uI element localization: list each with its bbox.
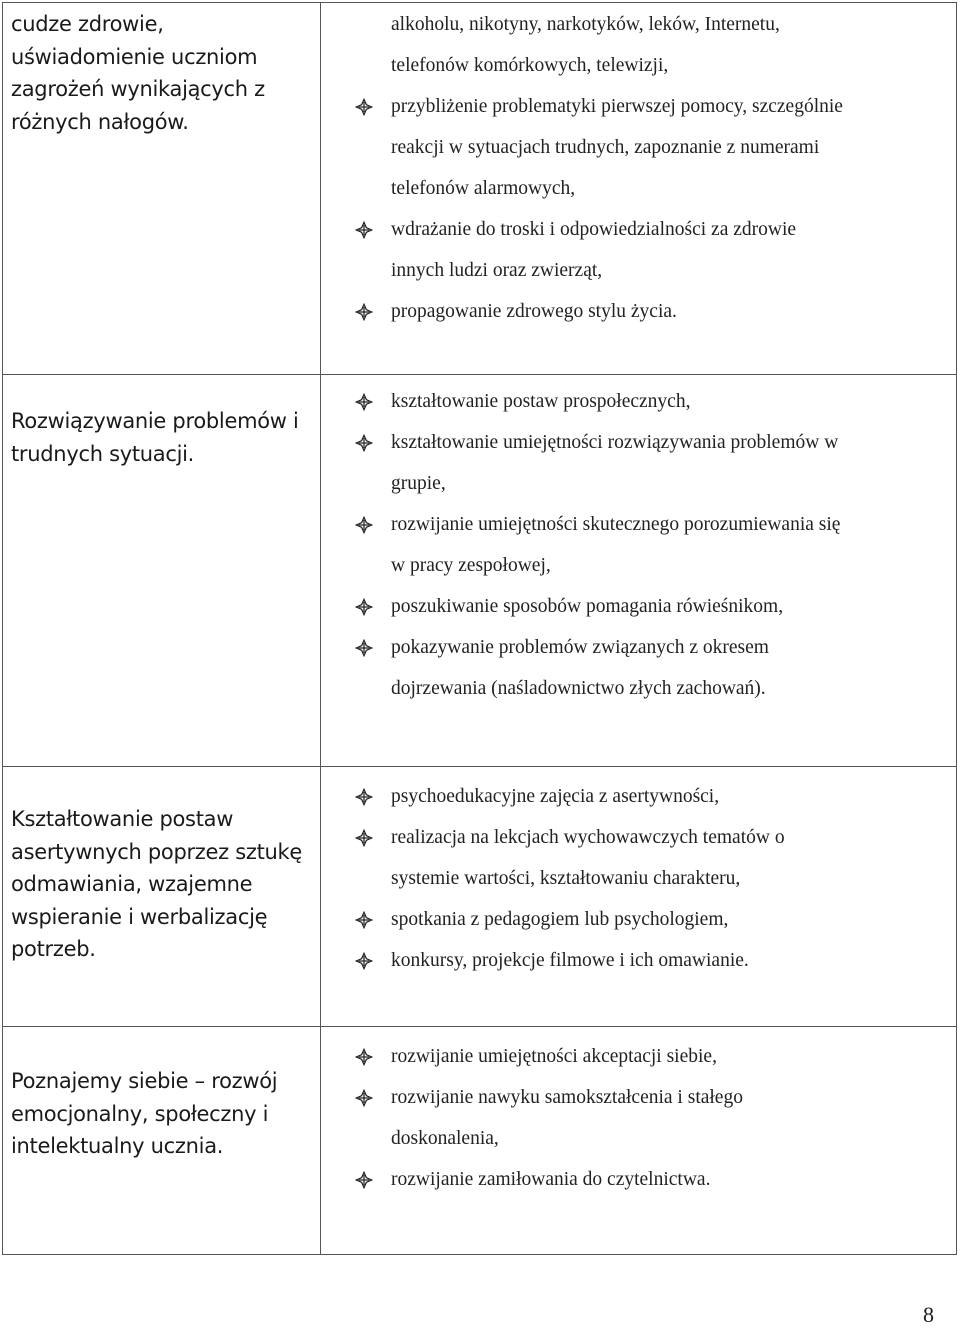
list-item: kształtowanie umiejętności rozwiązywania problemów w — [347, 422, 946, 463]
diamond-bullet-icon — [355, 911, 373, 929]
list-item: reakcji w sytuacjach trudnych, zapoznanie z numerami — [391, 137, 820, 158]
table-row — [3, 767, 957, 1027]
list-item: propagowanie zdrowego stylu życia. — [347, 291, 946, 332]
list-item: rozwijanie zamiłowania do czytelnictwa. — [347, 1159, 946, 1200]
diamond-bullet-icon — [355, 598, 373, 616]
topic-cell — [3, 3, 321, 375]
activity-list — [347, 776, 946, 981]
list-item: doskonalenia, — [391, 1128, 499, 1149]
list-item: grupie, — [391, 473, 446, 494]
topic-cell — [3, 1027, 321, 1255]
list-item: innych ludzi oraz zwierząt, — [391, 260, 603, 281]
list-item: poszukiwanie sposobów pomagania rówieśnikom, — [347, 586, 946, 627]
diamond-bullet-icon — [355, 1089, 373, 1107]
diamond-bullet-icon — [355, 788, 373, 806]
content-cell — [321, 375, 957, 767]
page-number: 8 — [923, 1302, 934, 1327]
list-item: przybliżenie problematyki pierwszej pomocy, szczególnie — [347, 86, 946, 127]
list-item: kształtowanie postaw prospołecznych, — [347, 381, 946, 422]
topic-text: Kształtowanie postaw asertywnych poprzez sztukę odmawiania, wzajemne wspieranie i werbalizację potrzeb. — [11, 807, 303, 961]
list-item: psychoedukacyjne zajęcia z asertywności, — [347, 776, 946, 817]
list-item: pokazywanie problemów związanych z okresem — [347, 627, 946, 668]
list-item: konkursy, projekcje filmowe i ich omawianie. — [347, 940, 946, 981]
table-row — [3, 375, 957, 767]
topic-text: cudze zdrowie, uświadomienie uczniom zagrożeń wynikających z różnych nałogów. — [11, 12, 265, 134]
list-item: spotkania z pedagogiem lub psychologiem, — [347, 899, 946, 940]
list-item: realizacja na lekcjach wychowawczych tematów o — [347, 817, 946, 858]
diamond-bullet-icon — [355, 1048, 373, 1066]
diamond-bullet-icon — [355, 952, 373, 970]
diamond-bullet-icon — [355, 1171, 373, 1189]
activity-list — [347, 1036, 946, 1200]
activity-list — [347, 381, 946, 709]
content-cell — [321, 3, 957, 375]
list-item: telefonów alarmowych, — [391, 178, 576, 199]
list-item: wdrażanie do troski i odpowiedzialności za zdrowie — [347, 209, 946, 250]
topic-text: Rozwiązywanie problemów i trudnych sytuacji. — [11, 409, 299, 466]
diamond-bullet-icon — [355, 393, 373, 411]
list-item: rozwijanie umiejętności akceptacji siebie, — [347, 1036, 946, 1077]
program-table — [2, 2, 957, 1255]
list-item: systemie wartości, kształtowaniu charakteru, — [391, 868, 741, 889]
diamond-bullet-icon — [355, 434, 373, 452]
list-item: rozwijanie nawyku samokształcenia i stałego — [347, 1077, 946, 1118]
diamond-bullet-icon — [355, 829, 373, 847]
table-row — [3, 3, 957, 375]
diamond-bullet-icon — [355, 98, 373, 116]
diamond-bullet-icon — [355, 516, 373, 534]
list-item: rozwijanie umiejętności skutecznego porozumiewania się — [347, 504, 946, 545]
diamond-bullet-icon — [355, 639, 373, 657]
topic-cell — [3, 375, 321, 767]
list-item: telefonów komórkowych, telewizji, — [391, 55, 669, 76]
activity-list — [347, 4, 946, 332]
diamond-bullet-icon — [355, 303, 373, 321]
content-cell — [321, 767, 957, 1027]
list-item: dojrzewania (naśladownictwo złych zachowań). — [391, 678, 766, 699]
diamond-bullet-icon — [355, 221, 373, 239]
topic-text: Poznajemy siebie – rozwój emocjonalny, społeczny i intelektualny ucznia. — [11, 1069, 278, 1158]
content-cell — [321, 1027, 957, 1255]
list-item: alkoholu, nikotyny, narkotyków, leków, Internetu, — [391, 14, 780, 35]
table-row — [3, 1027, 957, 1255]
topic-cell — [3, 767, 321, 1027]
list-item: w pracy zespołowej, — [391, 555, 551, 576]
